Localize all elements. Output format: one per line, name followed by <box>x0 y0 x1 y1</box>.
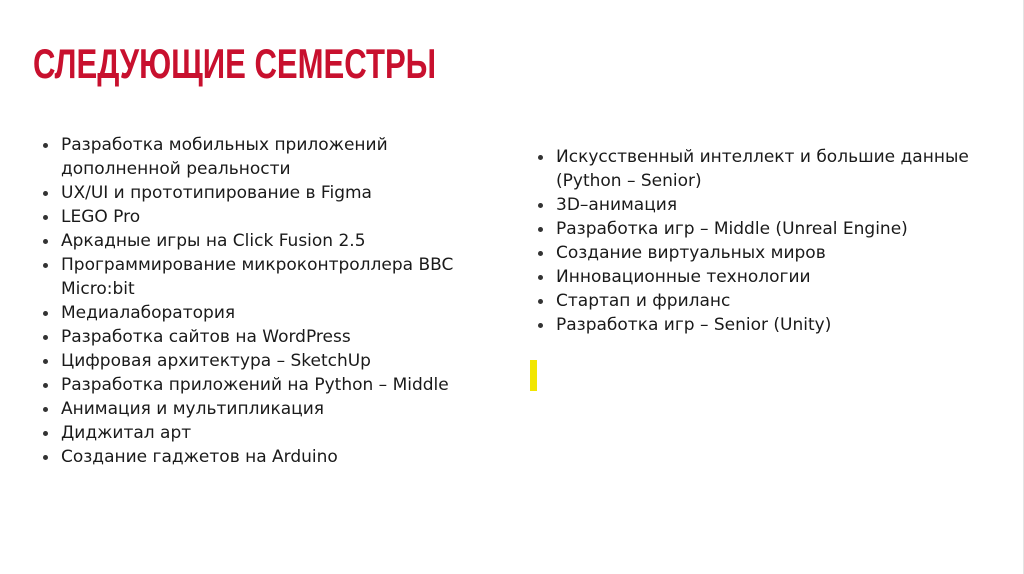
left-course-list <box>38 133 508 469</box>
list-item: Разработка мобильных приложений дополненной реальности <box>38 133 508 181</box>
list-item: Разработка сайтов на WordPress <box>38 325 508 349</box>
list-item: Разработка приложений на Python – Middle <box>38 373 508 397</box>
slide-title: СЛЕДУЮЩИЕ СЕМЕСТРЫ <box>33 40 437 87</box>
list-item: Разработка игр – Senior (Unity) <box>533 313 973 337</box>
right-course-list <box>533 145 973 337</box>
list-item: Аркадные игры на Click Fusion 2.5 <box>38 229 508 253</box>
list-item: Медиалаборатория <box>38 301 508 325</box>
list-item: UX/UI и прототипирование в Figma <box>38 181 508 205</box>
list-item: Инновационные технологии <box>533 265 973 289</box>
text-cursor-marker <box>530 360 537 391</box>
list-item: Искусственный интеллект и большие данные (Python – Senior) <box>533 145 973 193</box>
list-item: Стартап и фриланс <box>533 289 973 313</box>
list-item: 3D–анимация <box>533 193 973 217</box>
list-item: Разработка игр – Middle (Unreal Engine) <box>533 217 973 241</box>
list-item: Анимация и мультипликация <box>38 397 508 421</box>
list-item: Диджитал арт <box>38 421 508 445</box>
list-item: LEGO Pro <box>38 205 508 229</box>
list-item: Создание виртуальных миров <box>533 241 973 265</box>
list-item: Создание гаджетов на Arduino <box>38 445 508 469</box>
list-item: Программирование микроконтроллера BBC Micro:bit <box>38 253 508 301</box>
list-item: Цифровая архитектура – SketchUp <box>38 349 508 373</box>
